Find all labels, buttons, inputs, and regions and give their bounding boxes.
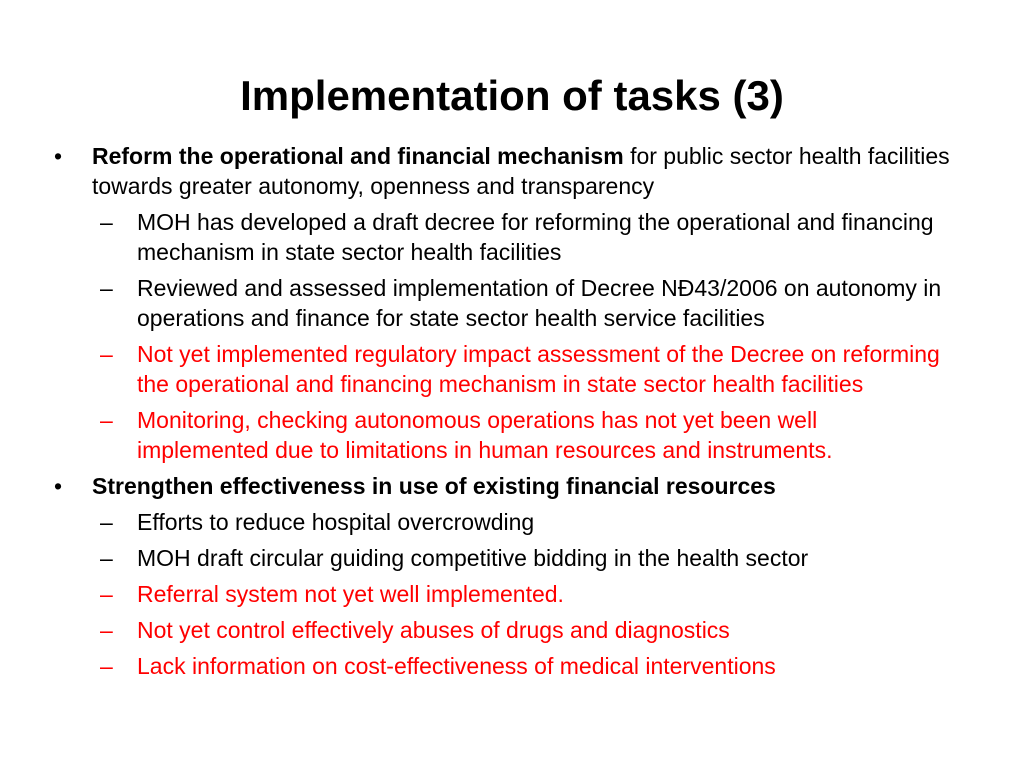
dash-marker: – <box>100 341 113 367</box>
sub-item <box>54 405 954 465</box>
sub-item <box>54 543 954 573</box>
slide-content <box>54 141 954 687</box>
sub-item-text: MOH has developed a draft decree for reforming the operational and financing mechanism in state sector health facilities <box>137 209 934 265</box>
bullet-marker: • <box>54 473 63 499</box>
sub-item <box>54 507 954 537</box>
sub-item-text: Not yet implemented regulatory impact assessment of the Decree on reforming the operational and financing mechanism in state sector health facilities <box>137 341 940 397</box>
sub-item <box>54 615 954 645</box>
sub-item-text: Efforts to reduce hospital overcrowding <box>137 509 535 535</box>
dash-marker: – <box>100 407 113 433</box>
slide-title: Implementation of tasks (3) <box>240 72 784 119</box>
dash-marker: – <box>100 545 113 571</box>
dash-marker: – <box>100 581 113 607</box>
sub-item-text: Monitoring, checking autonomous operations has not yet been well implemented due to limitations in human resources and instruments. <box>137 407 833 463</box>
dash-marker: – <box>100 617 113 643</box>
sub-item-text: Lack information on cost-effectiveness of medical interventions <box>137 653 776 679</box>
bullet-lead: Reform the operational and financial mechanism <box>92 143 624 169</box>
sub-item <box>54 579 954 609</box>
bullet-item <box>54 141 954 201</box>
sub-item-text: MOH draft circular guiding competitive bidding in the health sector <box>137 545 809 571</box>
sub-list <box>54 207 954 465</box>
dash-marker: – <box>100 509 113 535</box>
sub-item-text: Not yet control effectively abuses of drugs and diagnostics <box>137 617 730 643</box>
dash-marker: – <box>100 653 113 679</box>
sub-item-text: Reviewed and assessed implementation of Decree NĐ43/2006 on autonomy in operations and finance for state sector health service facilities <box>137 275 942 331</box>
bullet-item <box>54 471 954 501</box>
dash-marker: – <box>100 209 113 235</box>
bullet-marker: • <box>54 143 63 169</box>
sub-item <box>54 339 954 399</box>
sub-list <box>54 507 954 681</box>
bullet-lead: Strengthen effectiveness in use of existing financial resources <box>92 473 776 499</box>
sub-item-text: Referral system not yet well implemented. <box>137 581 564 607</box>
sub-item <box>54 273 954 333</box>
sub-item <box>54 651 954 681</box>
sub-item <box>54 207 954 267</box>
dash-marker: – <box>100 275 113 301</box>
bullet-text: for public sector health facilities towards greater autonomy, openness and transparency <box>92 143 950 199</box>
